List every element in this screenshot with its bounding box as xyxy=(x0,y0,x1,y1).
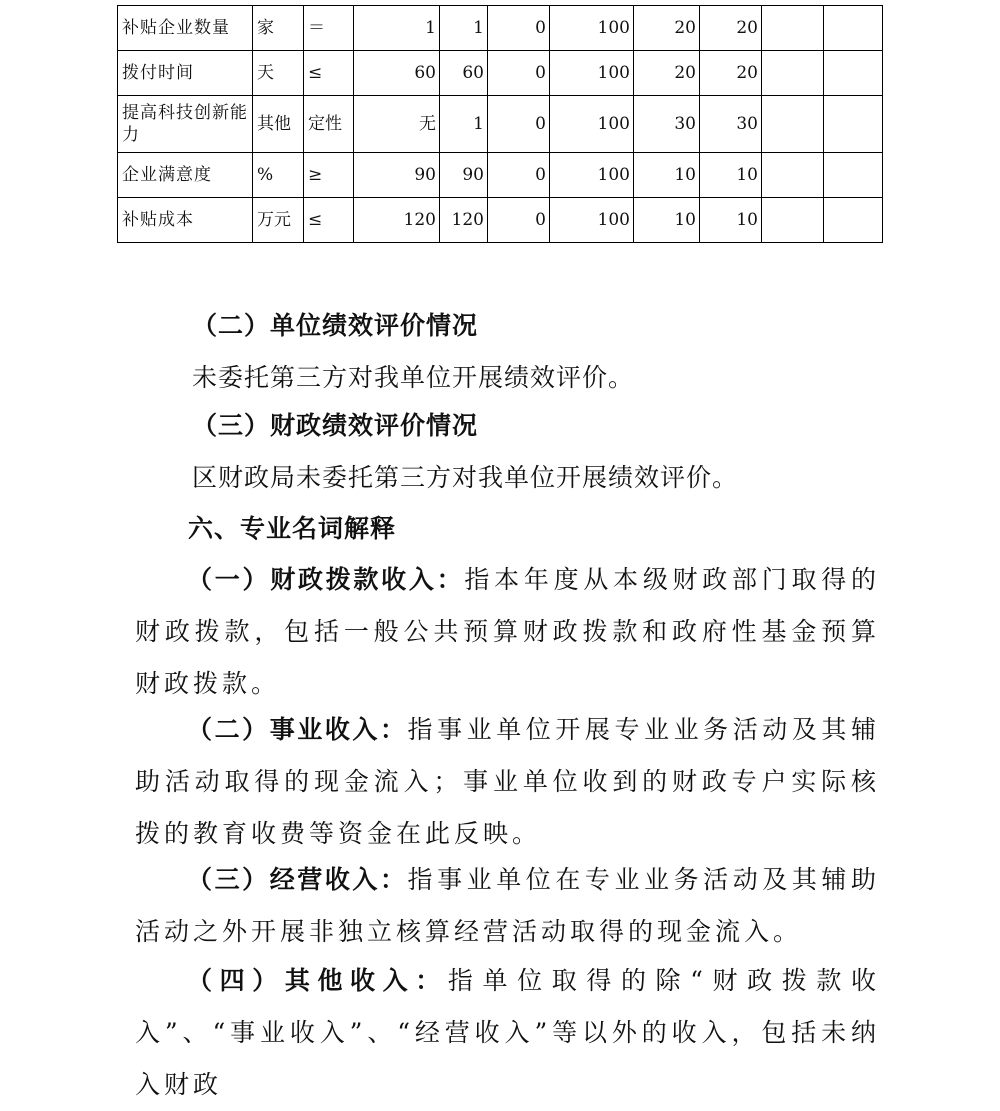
table-cell-c6: 0 xyxy=(488,198,550,243)
finance-eval-text: 区财政局未委托第三方对我单位开展绩效评价。 xyxy=(192,463,739,492)
table-cell-c8: 30 xyxy=(634,96,700,153)
table-cell-actual: 1 xyxy=(440,6,488,51)
table-cell-c6: 0 xyxy=(488,153,550,198)
table-cell-c6: 0 xyxy=(488,51,550,96)
table-cell-c7: 100 xyxy=(550,96,634,153)
table-cell-c6: 0 xyxy=(488,6,550,51)
table-cell-op: ≤ xyxy=(304,51,354,96)
glossary-item xyxy=(135,704,880,860)
table-cell-c9: 20 xyxy=(700,6,762,51)
table-cell-op: ＝ xyxy=(304,6,354,51)
performance-indicator-table xyxy=(117,5,883,243)
table-cell-c10 xyxy=(762,96,824,153)
glossary-heading: 六、专业名词解释 xyxy=(188,514,397,543)
glossary-definition: 指事业单位在专业业务活动及其辅助活动之外开展非独立核算经营活动取得的现金流入。 xyxy=(135,865,880,946)
table-cell-target: 1 xyxy=(354,6,440,51)
glossary-item xyxy=(135,554,880,710)
table-cell-name: 补贴企业数量 xyxy=(118,6,253,51)
table-row xyxy=(118,198,883,243)
glossary-definition: 指单位取得的除“财政拨款收入”、“事业收入”、“经营收入”等以外的收入，包括未纳入财政 xyxy=(135,966,880,1099)
glossary-term: （四）其他收入： xyxy=(187,966,448,995)
table-cell-c7: 100 xyxy=(550,51,634,96)
table-cell-name: 企业满意度 xyxy=(118,153,253,198)
table-cell-actual: 60 xyxy=(440,51,488,96)
table-row xyxy=(118,51,883,96)
glossary-definition: 指本年度从本级财政部门取得的财政拨款，包括一般公共预算财政拨款和政府性基金预算财政拨款。 xyxy=(135,565,880,698)
table-cell-c11 xyxy=(824,153,883,198)
finance-eval-heading: （三）财政绩效评价情况 xyxy=(192,411,479,440)
table-cell-c10 xyxy=(762,6,824,51)
table-cell-target: 120 xyxy=(354,198,440,243)
table-cell-op: ≤ xyxy=(304,198,354,243)
table-cell-actual: 120 xyxy=(440,198,488,243)
table-row xyxy=(118,6,883,51)
unit-eval-heading: （二）单位绩效评价情况 xyxy=(192,311,479,340)
table-cell-c7: 100 xyxy=(550,198,634,243)
table-cell-c6: 0 xyxy=(488,96,550,153)
table-cell-c10 xyxy=(762,153,824,198)
table-cell-c9: 20 xyxy=(700,51,762,96)
glossary-item xyxy=(135,854,880,958)
table-cell-c10 xyxy=(762,198,824,243)
table-cell-c11 xyxy=(824,198,883,243)
table-cell-c9: 10 xyxy=(700,198,762,243)
table-cell-unit: 家 xyxy=(253,6,304,51)
table-cell-c10 xyxy=(762,51,824,96)
unit-eval-text: 未委托第三方对我单位开展绩效评价。 xyxy=(192,363,635,392)
table-cell-target: 90 xyxy=(354,153,440,198)
table-cell-op: 定性 xyxy=(304,96,354,153)
table-cell-c11 xyxy=(824,96,883,153)
table-cell-name: 提高科技创新能力 xyxy=(118,96,253,153)
table-cell-c8: 20 xyxy=(634,6,700,51)
table-cell-c9: 30 xyxy=(700,96,762,153)
glossary-item xyxy=(135,955,880,1111)
table-cell-c11 xyxy=(824,6,883,51)
glossary-term: （一）财政拨款收入： xyxy=(187,565,465,594)
table-cell-name: 补贴成本 xyxy=(118,198,253,243)
table-row xyxy=(118,153,883,198)
table-cell-c8: 10 xyxy=(634,198,700,243)
table-cell-c8: 20 xyxy=(634,51,700,96)
table-cell-c7: 100 xyxy=(550,6,634,51)
glossary-definition: 指事业单位开展专业业务活动及其辅助活动取得的现金流入；事业单位收到的财政专户实际核拨的教育收费等资金在此反映。 xyxy=(135,715,880,848)
table-cell-unit: % xyxy=(253,153,304,198)
glossary-term: （三）经营收入： xyxy=(187,865,408,894)
table-cell-target: 无 xyxy=(354,96,440,153)
table-cell-unit: 天 xyxy=(253,51,304,96)
table-cell-name: 拨付时间 xyxy=(118,51,253,96)
table-row xyxy=(118,96,883,153)
table-cell-unit: 其他 xyxy=(253,96,304,153)
table-cell-actual: 90 xyxy=(440,153,488,198)
table-cell-c7: 100 xyxy=(550,153,634,198)
table-cell-op: ≥ xyxy=(304,153,354,198)
table-cell-c11 xyxy=(824,51,883,96)
table-cell-c9: 10 xyxy=(700,153,762,198)
table-cell-c8: 10 xyxy=(634,153,700,198)
glossary-term: （二）事业收入： xyxy=(187,715,408,744)
table-cell-actual: 1 xyxy=(440,96,488,153)
table-cell-unit: 万元 xyxy=(253,198,304,243)
table-cell-target: 60 xyxy=(354,51,440,96)
